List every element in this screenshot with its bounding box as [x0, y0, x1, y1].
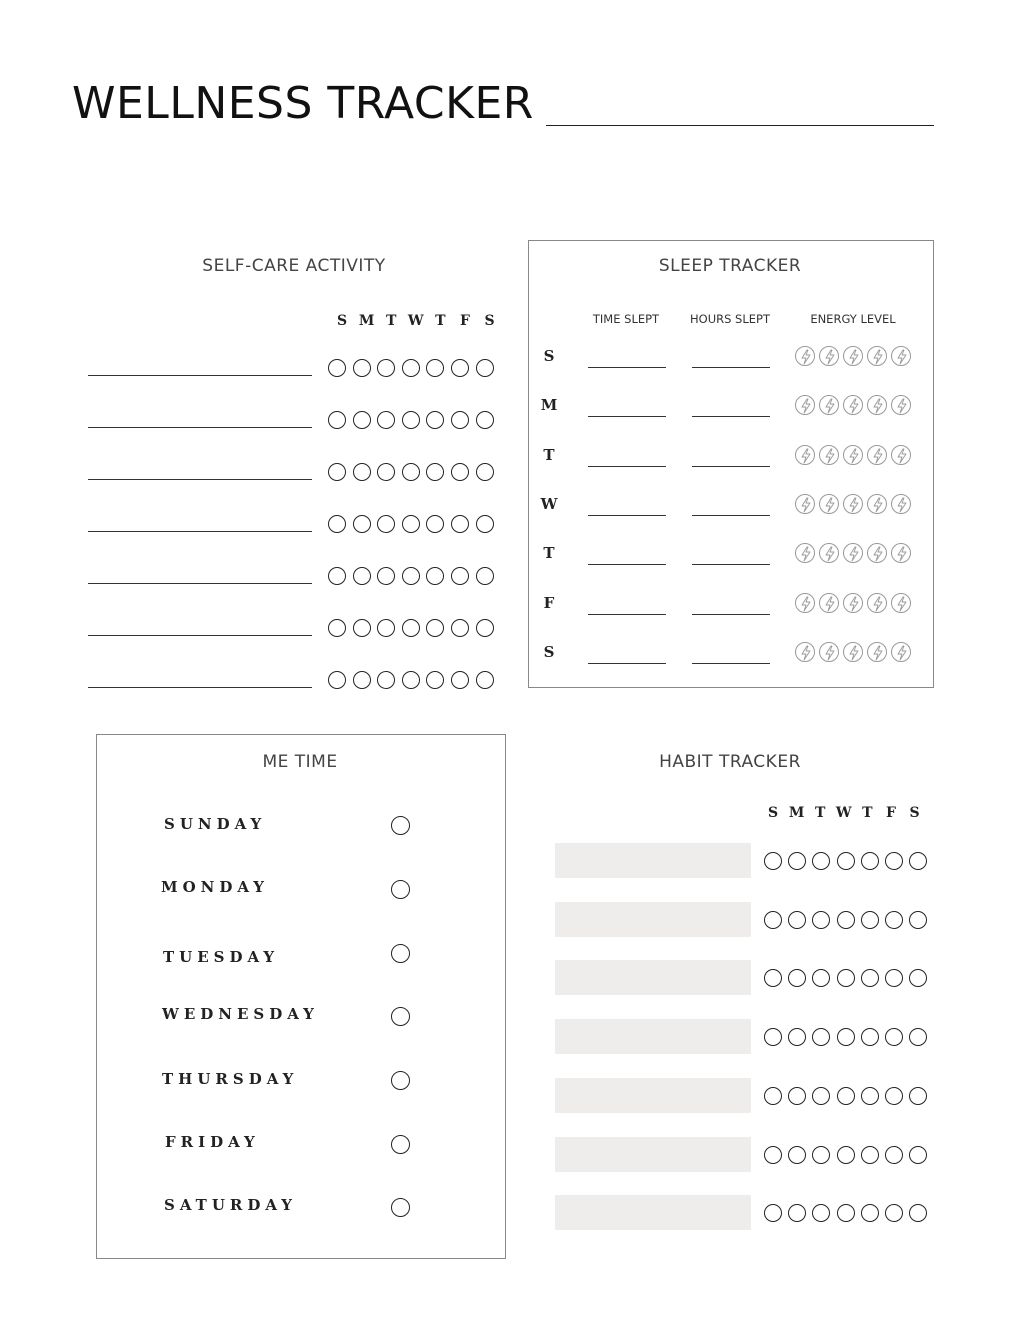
- self-care-check-circle[interactable]: [476, 515, 494, 533]
- me-time-day-label: MONDAY: [161, 878, 269, 896]
- self-care-check-circle[interactable]: [402, 359, 420, 377]
- energy-bolt-icon[interactable]: [819, 395, 839, 415]
- time-slept-line[interactable]: [588, 367, 666, 368]
- self-care-day-letter: M: [358, 313, 375, 329]
- habit-check-circle[interactable]: [812, 911, 830, 929]
- sleep-day-letter: S: [543, 347, 555, 365]
- hours-slept-line[interactable]: [692, 416, 770, 417]
- self-care-check-circle[interactable]: [353, 567, 371, 585]
- habit-check-circle[interactable]: [909, 852, 927, 870]
- me-time-heading: ME TIME: [262, 752, 338, 772]
- energy-bolt-icon[interactable]: [891, 494, 911, 514]
- habit-check-circle[interactable]: [837, 1087, 855, 1105]
- habit-check-circle[interactable]: [909, 969, 927, 987]
- self-care-check-circle[interactable]: [451, 359, 469, 377]
- energy-bolt-icon[interactable]: [819, 445, 839, 465]
- self-care-activity-line[interactable]: [88, 687, 312, 688]
- me-time-check-circle[interactable]: [391, 816, 410, 835]
- self-care-check-circle[interactable]: [402, 463, 420, 481]
- self-care-check-circle[interactable]: [328, 567, 346, 585]
- habit-check-circle[interactable]: [788, 969, 806, 987]
- hours-slept-line[interactable]: [692, 466, 770, 467]
- hours-slept-line[interactable]: [692, 367, 770, 368]
- habit-check-circle[interactable]: [861, 969, 879, 987]
- me-time-check-circle[interactable]: [391, 1007, 410, 1026]
- habit-check-circle[interactable]: [764, 969, 782, 987]
- energy-bolt-icon[interactable]: [819, 346, 839, 366]
- col-energy-level: ENERGY LEVEL: [810, 312, 896, 326]
- habit-check-circle[interactable]: [885, 1028, 903, 1046]
- time-slept-line[interactable]: [588, 614, 666, 615]
- energy-bolt-icon[interactable]: [795, 494, 815, 514]
- energy-bolt-icon[interactable]: [795, 543, 815, 563]
- self-care-check-circle[interactable]: [476, 463, 494, 481]
- me-time-check-circle[interactable]: [391, 1071, 410, 1090]
- self-care-check-circle[interactable]: [353, 463, 371, 481]
- habit-check-circle[interactable]: [909, 1028, 927, 1046]
- self-care-check-circle[interactable]: [451, 411, 469, 429]
- me-time-day-label: THURSDAY: [162, 1070, 299, 1088]
- energy-bolt-icon[interactable]: [843, 395, 863, 415]
- sleep-day-letter: F: [543, 593, 555, 612]
- energy-bolt-icon[interactable]: [843, 445, 863, 465]
- me-time-day-label: FRIDAY: [165, 1133, 260, 1151]
- self-care-check-circle[interactable]: [426, 619, 444, 637]
- self-care-check-circle[interactable]: [426, 567, 444, 585]
- time-slept-line[interactable]: [588, 564, 666, 565]
- habit-check-circle[interactable]: [885, 911, 903, 929]
- time-slept-line[interactable]: [588, 515, 666, 516]
- habit-day-letter: S: [909, 805, 920, 821]
- self-care-check-circle[interactable]: [328, 515, 346, 533]
- habit-check-circle[interactable]: [885, 1146, 903, 1164]
- energy-bolt-icon[interactable]: [867, 445, 887, 465]
- self-care-check-circle[interactable]: [426, 463, 444, 481]
- habit-check-circle[interactable]: [885, 1087, 903, 1105]
- sleep-day-letter: T: [543, 544, 555, 563]
- energy-bolt-icon[interactable]: [819, 543, 839, 563]
- self-care-check-circle[interactable]: [476, 411, 494, 429]
- me-time-check-circle[interactable]: [391, 1198, 410, 1217]
- energy-bolt-icon[interactable]: [843, 346, 863, 366]
- habit-check-circle[interactable]: [812, 852, 830, 870]
- self-care-check-circle[interactable]: [328, 411, 346, 429]
- habit-check-circle[interactable]: [837, 1146, 855, 1164]
- habit-check-circle[interactable]: [909, 911, 927, 929]
- habit-day-letter: M: [788, 805, 805, 821]
- self-care-check-circle[interactable]: [476, 567, 494, 585]
- self-care-check-circle[interactable]: [353, 515, 371, 533]
- self-care-check-circle[interactable]: [426, 671, 444, 689]
- self-care-check-circle[interactable]: [451, 463, 469, 481]
- habit-name-field[interactable]: [555, 1137, 751, 1172]
- self-care-check-circle[interactable]: [451, 671, 469, 689]
- habit-check-circle[interactable]: [861, 852, 879, 870]
- name-entry-line[interactable]: [546, 125, 934, 126]
- habit-day-letter: S: [767, 805, 779, 821]
- self-care-check-circle[interactable]: [426, 515, 444, 533]
- habit-check-circle[interactable]: [812, 1028, 830, 1046]
- energy-bolt-icon[interactable]: [867, 642, 887, 662]
- habit-check-circle[interactable]: [764, 1146, 782, 1164]
- energy-bolt-icon[interactable]: [867, 593, 887, 613]
- habit-check-circle[interactable]: [788, 1028, 806, 1046]
- energy-bolt-icon[interactable]: [867, 543, 887, 563]
- time-slept-line[interactable]: [588, 416, 666, 417]
- habit-name-field[interactable]: [555, 1019, 751, 1054]
- habit-check-circle[interactable]: [861, 911, 879, 929]
- energy-bolt-icon[interactable]: [843, 543, 863, 563]
- habit-name-field[interactable]: [555, 1078, 751, 1113]
- energy-bolt-icon[interactable]: [867, 494, 887, 514]
- habit-check-circle[interactable]: [788, 1087, 806, 1105]
- energy-bolt-icon[interactable]: [891, 445, 911, 465]
- sleep-day-letter: W: [540, 494, 558, 513]
- self-care-day-letter: F: [460, 313, 470, 329]
- me-time-day-label: SUNDAY: [164, 815, 267, 833]
- self-care-check-circle[interactable]: [402, 671, 420, 689]
- habit-check-circle[interactable]: [764, 852, 782, 870]
- self-care-check-circle[interactable]: [377, 359, 395, 377]
- self-care-activity-line[interactable]: [88, 375, 312, 376]
- energy-bolt-icon[interactable]: [819, 593, 839, 613]
- energy-bolt-icon[interactable]: [867, 395, 887, 415]
- hours-slept-line[interactable]: [692, 515, 770, 516]
- habit-name-field[interactable]: [555, 960, 751, 995]
- habit-check-circle[interactable]: [837, 1028, 855, 1046]
- col-time-slept: TIME SLEPT: [592, 312, 660, 326]
- energy-bolt-icon[interactable]: [795, 346, 815, 366]
- habit-day-letter: T: [862, 805, 873, 821]
- energy-bolt-icon[interactable]: [819, 642, 839, 662]
- self-care-check-circle[interactable]: [377, 567, 395, 585]
- energy-bolt-icon[interactable]: [795, 395, 815, 415]
- habit-check-circle[interactable]: [861, 1146, 879, 1164]
- habit-name-field[interactable]: [555, 902, 751, 937]
- page-title: WELLNESS TRACKER: [72, 78, 534, 129]
- sleep-day-letter: M: [540, 396, 558, 415]
- me-time-day-label: WEDNESDAY: [162, 1005, 319, 1023]
- habit-check-circle[interactable]: [861, 1204, 879, 1222]
- me-time-day-label: TUESDAY: [163, 948, 280, 966]
- habit-check-circle[interactable]: [764, 1204, 782, 1222]
- sleep-heading: SLEEP TRACKER: [658, 256, 802, 276]
- self-care-check-circle[interactable]: [328, 619, 346, 637]
- self-care-check-circle[interactable]: [476, 359, 494, 377]
- sleep-day-letter: S: [543, 642, 555, 661]
- habit-check-circle[interactable]: [909, 1204, 927, 1222]
- energy-bolt-icon[interactable]: [891, 543, 911, 563]
- self-care-check-circle[interactable]: [353, 411, 371, 429]
- hours-slept-line[interactable]: [692, 614, 770, 615]
- energy-bolt-icon[interactable]: [795, 642, 815, 662]
- self-care-check-circle[interactable]: [402, 567, 420, 585]
- self-care-activity-line[interactable]: [88, 427, 312, 428]
- self-care-check-circle[interactable]: [377, 463, 395, 481]
- self-care-check-circle[interactable]: [328, 463, 346, 481]
- habit-check-circle[interactable]: [837, 1204, 855, 1222]
- habit-check-circle[interactable]: [861, 1028, 879, 1046]
- me-time-day-label: SATURDAY: [164, 1196, 297, 1214]
- self-care-check-circle[interactable]: [402, 411, 420, 429]
- self-care-check-circle[interactable]: [476, 671, 494, 689]
- self-care-day-letter: S: [336, 313, 348, 329]
- hours-slept-line[interactable]: [692, 663, 770, 664]
- self-care-check-circle[interactable]: [451, 567, 469, 585]
- self-care-check-circle[interactable]: [377, 515, 395, 533]
- col-hours-slept: HOURS SLEPT: [690, 312, 770, 326]
- energy-bolt-icon[interactable]: [891, 395, 911, 415]
- habit-name-field[interactable]: [555, 1195, 751, 1230]
- habit-check-circle[interactable]: [788, 1204, 806, 1222]
- energy-bolt-icon[interactable]: [795, 445, 815, 465]
- self-care-check-circle[interactable]: [377, 671, 395, 689]
- self-care-check-circle[interactable]: [377, 619, 395, 637]
- me-time-check-circle[interactable]: [391, 944, 410, 963]
- habit-check-circle[interactable]: [764, 911, 782, 929]
- self-care-day-letter: W: [407, 313, 424, 329]
- self-care-check-circle[interactable]: [377, 411, 395, 429]
- self-care-check-circle[interactable]: [426, 411, 444, 429]
- habit-check-circle[interactable]: [885, 969, 903, 987]
- self-care-check-circle[interactable]: [353, 619, 371, 637]
- self-care-check-circle[interactable]: [451, 619, 469, 637]
- habit-check-circle[interactable]: [909, 1146, 927, 1164]
- habit-day-letter: T: [814, 805, 826, 821]
- self-care-check-circle[interactable]: [353, 359, 371, 377]
- hours-slept-line[interactable]: [692, 564, 770, 565]
- habit-check-circle[interactable]: [837, 852, 855, 870]
- self-care-check-circle[interactable]: [353, 671, 371, 689]
- habit-check-circle[interactable]: [764, 1087, 782, 1105]
- self-care-check-circle[interactable]: [402, 515, 420, 533]
- self-care-check-circle[interactable]: [328, 359, 346, 377]
- habit-day-letter: F: [886, 805, 896, 821]
- self-care-day-letter: T: [385, 313, 397, 329]
- habit-check-circle[interactable]: [837, 911, 855, 929]
- energy-bolt-icon[interactable]: [891, 346, 911, 366]
- self-care-activity-line[interactable]: [88, 531, 312, 532]
- self-care-check-circle[interactable]: [328, 671, 346, 689]
- habit-check-circle[interactable]: [764, 1028, 782, 1046]
- energy-bolt-icon[interactable]: [867, 346, 887, 366]
- me-time-box: [96, 734, 506, 1259]
- self-care-check-circle[interactable]: [426, 359, 444, 377]
- energy-bolt-icon[interactable]: [795, 593, 815, 613]
- self-care-check-circle[interactable]: [451, 515, 469, 533]
- self-care-activity-line[interactable]: [88, 479, 312, 480]
- habit-check-circle[interactable]: [812, 1204, 830, 1222]
- self-care-activity-line[interactable]: [88, 583, 312, 584]
- me-time-check-circle[interactable]: [391, 1135, 410, 1154]
- self-care-day-letter: T: [435, 313, 446, 329]
- energy-bolt-icon[interactable]: [843, 593, 863, 613]
- habit-day-letter: W: [835, 805, 852, 821]
- habit-name-field[interactable]: [555, 843, 751, 878]
- sleep-day-letter: T: [543, 445, 555, 464]
- time-slept-line[interactable]: [588, 663, 666, 664]
- time-slept-line[interactable]: [588, 466, 666, 467]
- habit-check-circle[interactable]: [837, 969, 855, 987]
- energy-bolt-icon[interactable]: [843, 494, 863, 514]
- self-care-activity-line[interactable]: [88, 635, 312, 636]
- habit-check-circle[interactable]: [788, 911, 806, 929]
- energy-bolt-icon[interactable]: [819, 494, 839, 514]
- self-care-check-circle[interactable]: [402, 619, 420, 637]
- self-care-heading: SELF-CARE ACTIVITY: [202, 256, 386, 276]
- habit-check-circle[interactable]: [812, 969, 830, 987]
- energy-bolt-icon[interactable]: [843, 642, 863, 662]
- self-care-day-letter: S: [484, 313, 495, 329]
- energy-bolt-icon[interactable]: [891, 593, 911, 613]
- habit-check-circle[interactable]: [788, 1146, 806, 1164]
- habit-check-circle[interactable]: [909, 1087, 927, 1105]
- habit-check-circle[interactable]: [788, 852, 806, 870]
- habit-check-circle[interactable]: [885, 1204, 903, 1222]
- self-care-check-circle[interactable]: [476, 619, 494, 637]
- me-time-check-circle[interactable]: [391, 880, 410, 899]
- habit-check-circle[interactable]: [885, 852, 903, 870]
- energy-bolt-icon[interactable]: [891, 642, 911, 662]
- habit-check-circle[interactable]: [812, 1087, 830, 1105]
- habit-heading: HABIT TRACKER: [659, 752, 801, 772]
- habit-check-circle[interactable]: [812, 1146, 830, 1164]
- habit-check-circle[interactable]: [861, 1087, 879, 1105]
